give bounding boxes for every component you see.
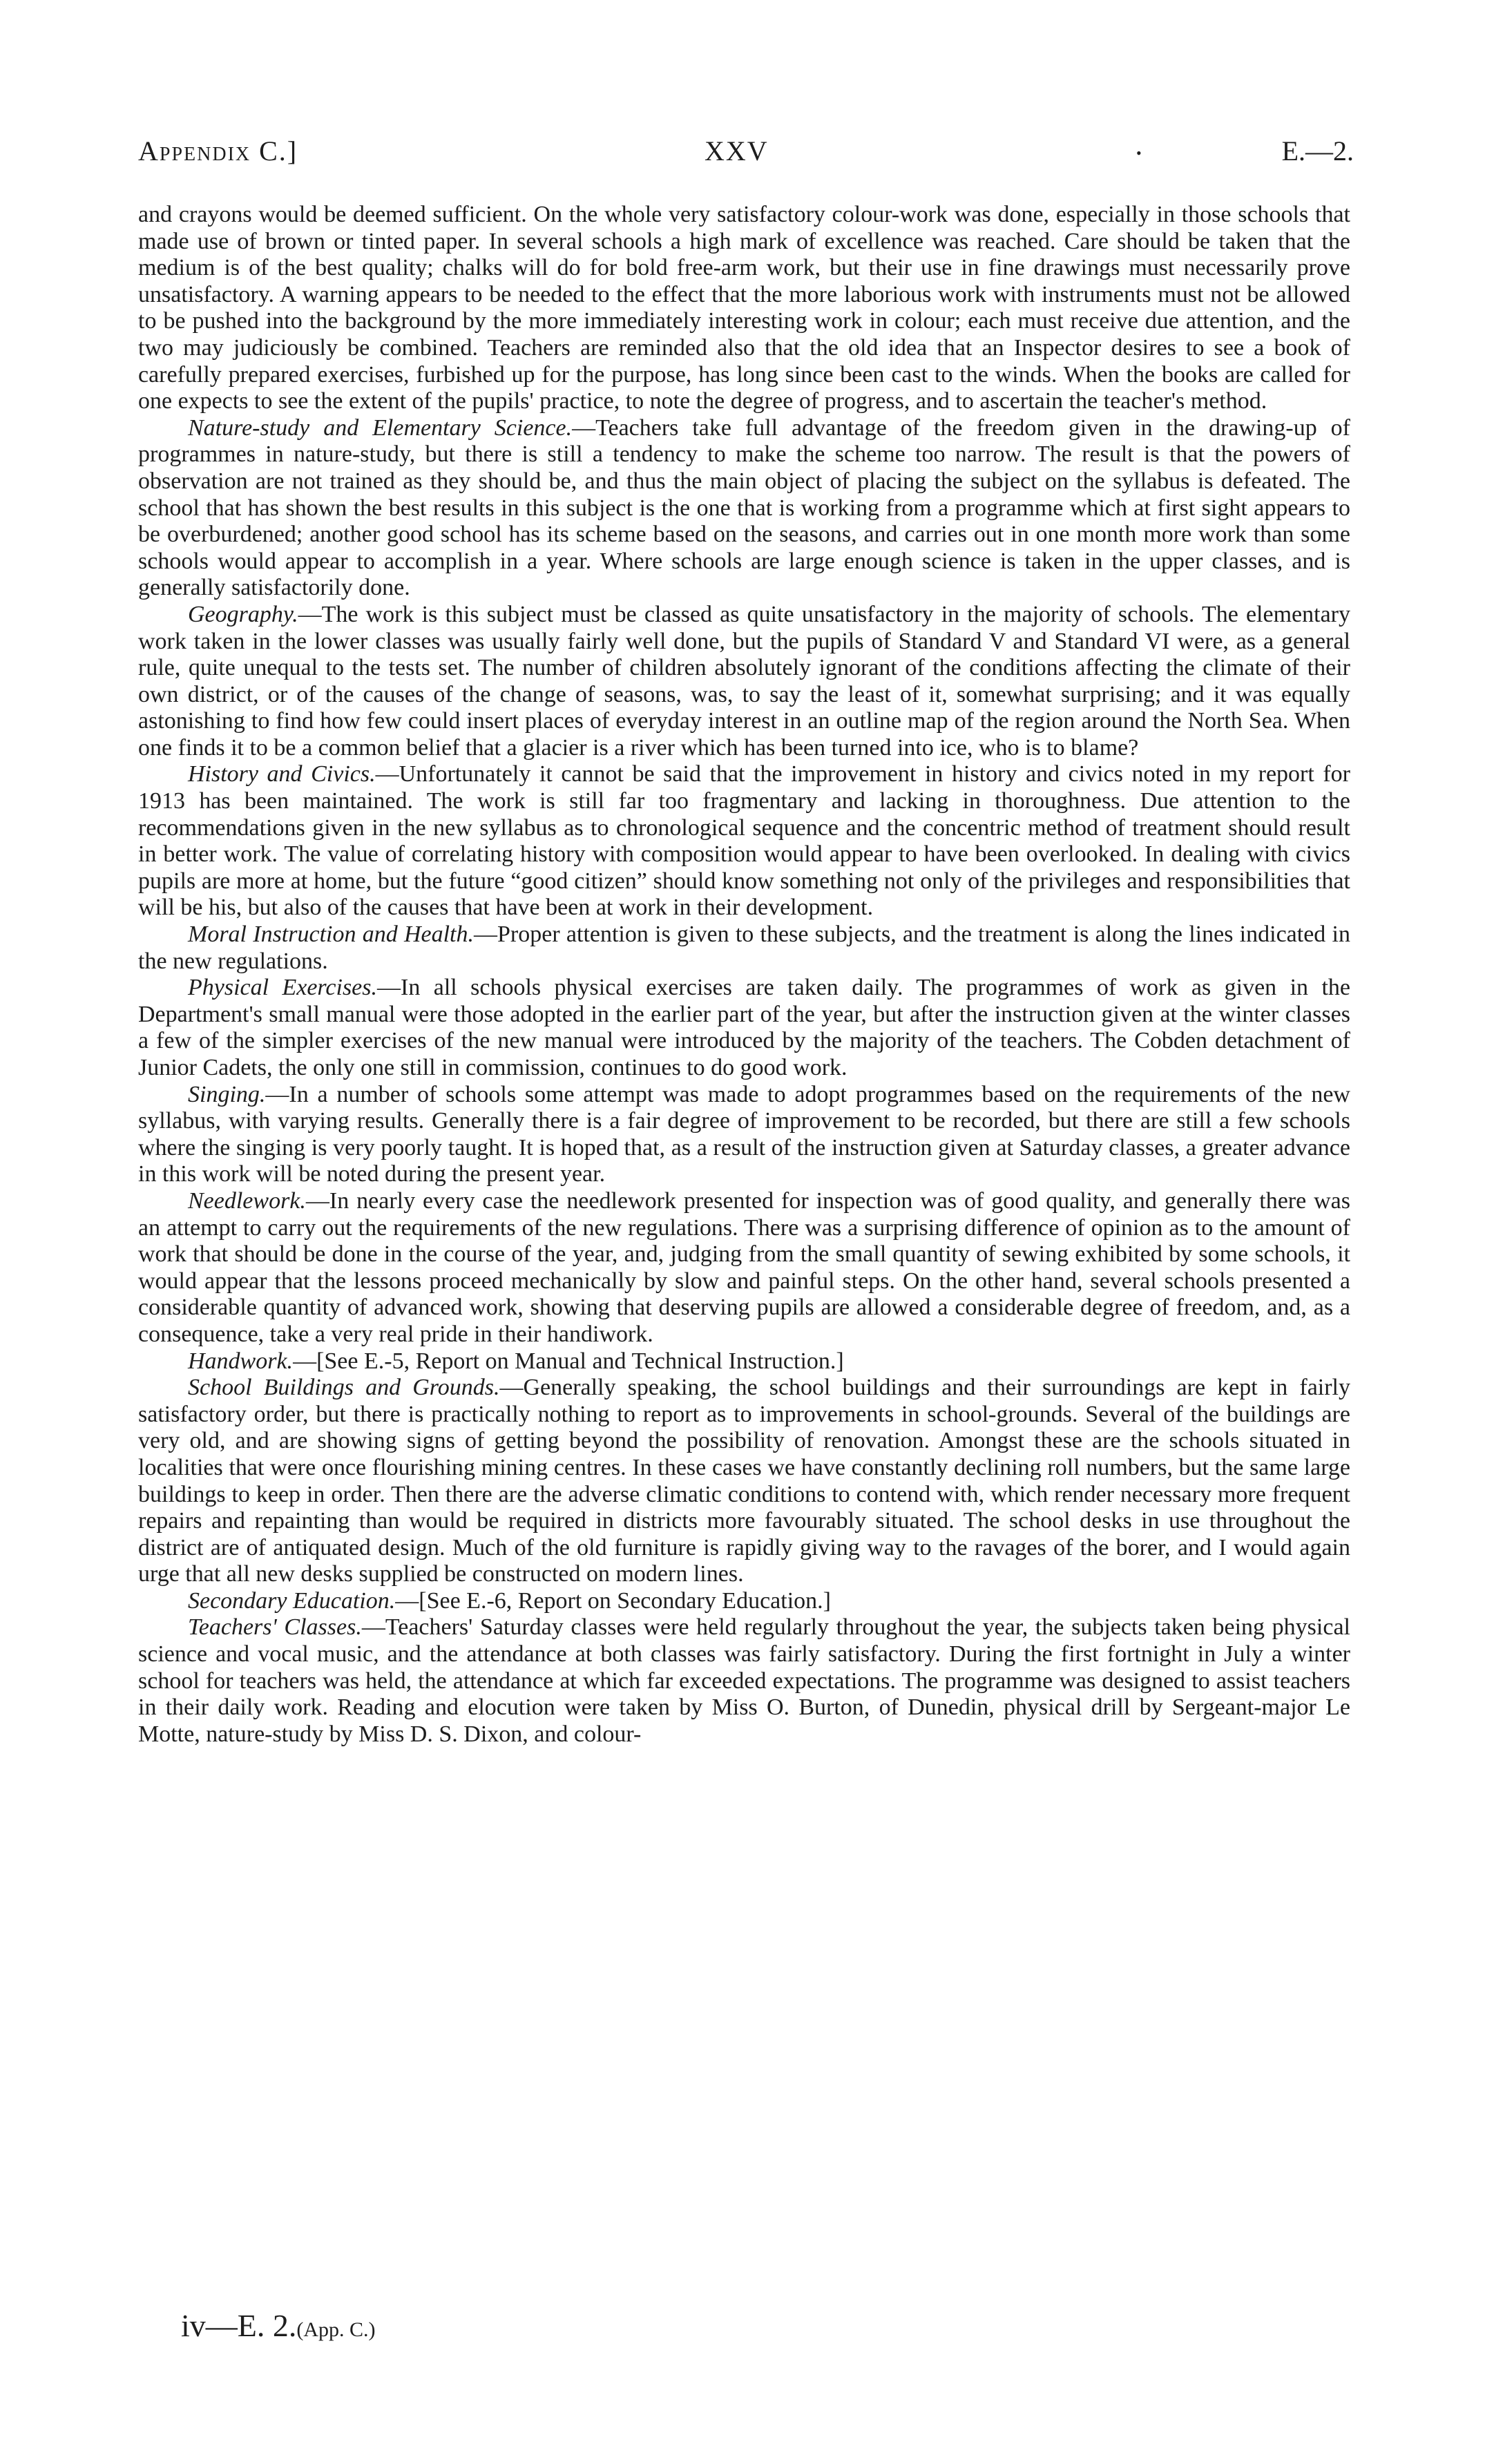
section-heading: Needlework.: [188, 1187, 306, 1214]
paragraph-colour-work: [138, 202, 1350, 415]
paragraph-physical-exercises: [138, 975, 1350, 1081]
page-header: [138, 135, 1354, 176]
paragraph-text: —In a number of schools some attempt was made to adopt programmes based on the requirements of the new syllabus, with varying results. Generally there is a fair degree of improvement to be recorded, but there are still a few schools where the singing is very poorly taught. It is hoped that, as a result of the instruction given at Saturday classes, a greater advance in this work will be noted during the present year.: [138, 1081, 1350, 1187]
footer-appendix-note: (App. C.): [296, 2318, 376, 2341]
paragraph-nature-study: [138, 415, 1350, 602]
header-document-code: E.—2.: [1281, 135, 1354, 166]
section-heading: Secondary Education.: [188, 1587, 396, 1614]
section-heading: Physical Exercises.: [188, 975, 377, 1001]
paragraph-geography: [138, 602, 1350, 762]
paragraph-text: —Unfortunately it cannot be said that the improvement in history and civics noted in my report for 1913 has been maintained. The work is still far too fragmentary and lacking in thoroughness. Due attention to the recommendations given in the new syllabus as to chronological sequence and the concentric method of treatment should result in better work. The value of correlating history with composition would appear to have been overlooked. In dealing with civics pupils are more at home, but the future “good citizen” should know something not only of the privileges and responsibilities that will be his, but also of the causes that have been at work in their development.: [138, 761, 1351, 921]
paragraph-text: —Teachers take full advantage of the freedom given in the drawing-up of programmes in nature-study, but there is still a tendency to make the scheme too narrow. The result is that the powers of observation are not trained as they should be, and thus the main object of placing the subject on the syllabus is defeated. The school that has shown the best results in this subject is the one that is working from a programme which at first sight appears to be overburdened; another good school has its scheme based on the seasons, and carries out in one month more work than some schools would appear to accomplish in a year. Where schools are large enough science is taken in the upper classes, and is generally satisfactorily done.: [138, 414, 1350, 601]
paragraph-text: —In nearly every case the needlework presented for inspection was of good quality, and generally there was an attempt to carry out the requirements of the new regulations. There was a surprising difference of opinion as to the amount of work that should be done in the course of the year, and, judging from the small quantity of sewing exhibited by some schools, it would appear that the lessons proceed mechanically by slow and painful steps. On the other hand, several schools presented a considerable quantity of advanced work, showing that deserving pupils are allowed a considerable degree of freedom, and, as a consequence, take a very real pride in their handiwork.: [138, 1187, 1350, 1347]
header-page-number: XXV: [705, 135, 769, 166]
paragraph-text: —The work is this subject must be classed as quite unsatisfactory in the majority of schools. The elementary work taken in the lower classes was usually fairly well done, but the pupils of Standard V and Standard VI were, as a general rule, quite unequal to the tests set. The number of children absolutely ignorant of the conditions affecting the climate of their own district, or of the causes of the change of seasons, was, to say the least of it, somewhat surprising; and it was equally astonishing to find how few could insert places of everyday interest in an outline map of the region around the North Sea. When one finds it to be a common belief that a glacier is a river which has been turned into ice, who is to blame?: [138, 601, 1350, 761]
paragraph-teachers-classes: [138, 1614, 1350, 1748]
section-heading: History and Civics.: [188, 761, 376, 787]
paragraph-needlework: [138, 1188, 1350, 1348]
paragraph-text: —[See E.-6, Report on Secondary Education.]: [395, 1587, 831, 1614]
bullet-mark: •: [1136, 144, 1142, 162]
paragraph-text: —Proper attention is given to these subjects, and the treatment is along the lines indicated in the new regulations.: [138, 921, 1350, 974]
header-appendix: Appendix C.]: [138, 135, 298, 166]
section-heading: Teachers' Classes.: [188, 1614, 362, 1641]
section-heading: Singing.: [188, 1081, 266, 1107]
paragraph-text: —Teachers' Saturday classes were held regularly throughout the year, the subjects taken being physical science and vocal music, and the attendance at both classes was fairly satisfactory. During the first fortnight in July a winter school for teachers was held, the attendance at which far exceeded expectations. The programme was designed to assist teachers in their daily work. Reading and elocution were taken by Miss O. Burton, of Dunedin, physical drill by Sergeant-major Le Motte, nature-study by Miss D. S. Dixon, and colour-: [138, 1614, 1350, 1747]
section-heading: Handwork.: [188, 1348, 294, 1374]
paragraph-text: and crayons would be deemed sufficient. On the whole very satisfactory colour-work was done, especially in those schools that made use of brown or tinted paper. In several schools a high mark of excellence was reached. Care should be taken that the medium is of the best quality; chalks will do for bold free-arm work, but their use in fine drawings must necessarily prove unsatisfactory. A warning appears to be needed to the effect that the more laborious work with instruments must not be allowed to be pushed into the background by the more immediately interesting work in colour; each must receive due attention, and the two may judiciously be combined. Teachers are reminded also that the old idea that an Inspector desires to see a book of carefully prepared exercises, furbished up for the purpose, has long since been cast to the winds. When the books are called for one expects to see the extent of the pupils' practice, to note the degree of progress, and to ascertain the teacher's method.: [138, 202, 1350, 414]
paragraph-secondary-education: [138, 1588, 1350, 1615]
section-heading: Geography.: [188, 601, 298, 627]
footer-signature: iv—E. 2.: [181, 2308, 297, 2343]
paragraph-text: —[See E.-5, Report on Manual and Technical Instruction.]: [293, 1348, 844, 1374]
paragraph-history-civics: [138, 761, 1350, 921]
paragraph-school-buildings: [138, 1375, 1350, 1588]
page-body: [138, 202, 1350, 1748]
paragraph-singing: [138, 1082, 1350, 1188]
section-heading: Moral Instruction and Health.: [188, 921, 475, 948]
paragraph-text: —Generally speaking, the school buildings and their surroundings are kept in fairly satisfactory order, but there is practically nothing to report as to improvements in school-grounds. Several of the buildings are very old, and are showing signs of getting beyond the possibility of renovation. Amongst these are the schools situated in localities that were once flourishing mining centres. In these cases we have constantly declining roll numbers, but the same large buildings to keep in order. Then there are the adverse climatic conditions to contend with, which render necessary more frequent repairs and repainting than would be required in districts more favourably situated. The school desks in use throughout the district are of antiquated design. Much of the old furniture is rapidly giving way to the ravages of the borer, and I would again urge that all new desks supplied be constructed on modern lines.: [138, 1375, 1351, 1587]
page-footer: [181, 2307, 376, 2344]
paragraph-text: —In all schools physical exercises are taken daily. The programmes of work as given in the Department's small manual were those adopted in the earlier part of the year, but after the instruction given at the winter classes a few of the simpler exercises of the new manual were introduced by the majority of the teachers. The Cobden detachment of Junior Cadets, the only one still in commission, continues to do good work.: [138, 975, 1350, 1080]
paragraph-handwork: [138, 1348, 1350, 1375]
section-heading: Nature-study and Elementary Science.: [188, 414, 573, 441]
paragraph-moral-instruction: [138, 921, 1350, 975]
section-heading: School Buildings and Grounds.: [188, 1375, 500, 1401]
